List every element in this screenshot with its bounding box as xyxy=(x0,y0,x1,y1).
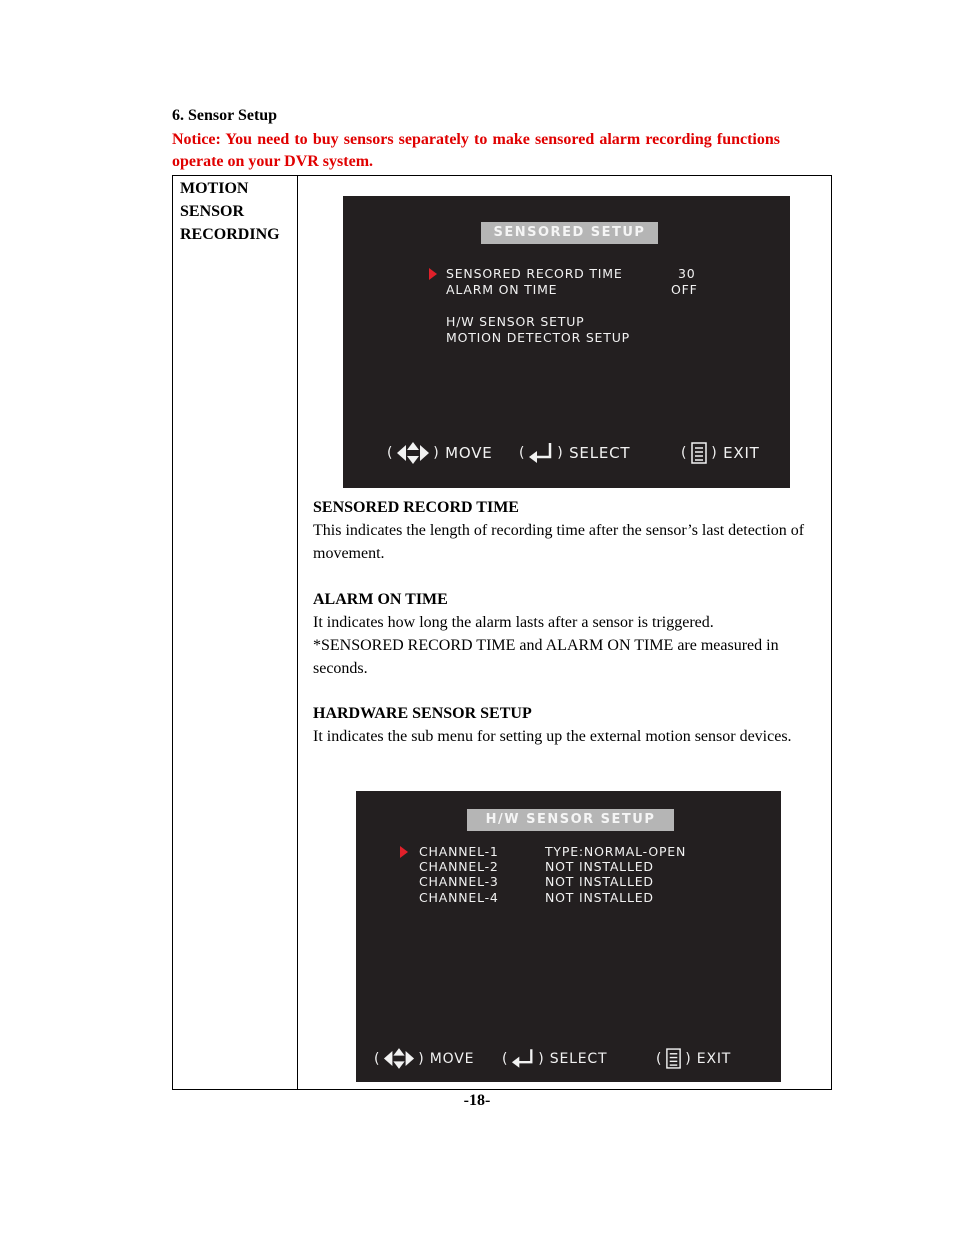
footer-move-label: MOVE xyxy=(429,1050,475,1067)
section-record-time xyxy=(313,496,813,565)
menu-key-icon xyxy=(665,1048,682,1069)
footer-exit: ( ) EXIT xyxy=(656,1048,731,1069)
direction-arrows-icon xyxy=(396,442,430,464)
menu-value-record-time: 30 xyxy=(678,266,696,281)
section-body: It indicates how long the alarm lasts after a sensor is triggered. xyxy=(313,614,714,631)
menu-item-record-time[interactable]: SENSORED RECORD TIME xyxy=(446,266,623,281)
sensored-setup-screen xyxy=(343,196,790,488)
menu-value-alarm-on-time: OFF xyxy=(671,282,698,297)
channel-1-value: TYPE:NORMAL-OPEN xyxy=(545,844,687,859)
cursor-arrow-icon xyxy=(429,268,437,280)
channel-1-label[interactable]: CHANNEL-1 xyxy=(419,844,499,859)
footer-move-label: MOVE xyxy=(445,444,493,462)
enter-key-icon xyxy=(528,442,554,464)
footer-move: ( ) MOVE xyxy=(387,444,493,462)
section-title: SENSORED RECORD TIME xyxy=(313,499,519,516)
section-body: It indicates the sub menu for setting up the external motion sensor devices. xyxy=(313,728,792,745)
footer-exit-label: EXIT xyxy=(696,1050,732,1067)
footer-exit: ( ) EXIT xyxy=(681,444,760,462)
channel-4-value: NOT INSTALLED xyxy=(545,890,654,905)
section-hardware-sensor-setup xyxy=(313,702,813,748)
row-label-line: SENSOR xyxy=(180,203,245,220)
menu-item-alarm-on-time[interactable]: ALARM ON TIME xyxy=(446,282,558,297)
cursor-arrow-icon xyxy=(400,846,408,858)
settings-table xyxy=(172,175,832,1090)
channel-3-value: NOT INSTALLED xyxy=(545,874,654,889)
channel-3-label[interactable]: CHANNEL-3 xyxy=(419,874,499,889)
channel-4-label[interactable]: CHANNEL-4 xyxy=(419,890,499,905)
menu-item-motion-detector-setup[interactable]: MOTION DETECTOR SETUP xyxy=(446,330,630,345)
footer-select-label: SELECT xyxy=(569,444,631,462)
notice-text: Notice: You need to buy sensors separately to make sensored alarm recording functions operate on your DVR system. xyxy=(172,131,780,170)
menu-item-hw-sensor-setup[interactable]: H/W SENSOR SETUP xyxy=(446,314,585,329)
footer-select-label: SELECT xyxy=(549,1050,608,1067)
footer-move: ( ) MOVE xyxy=(374,1048,474,1069)
hw-sensor-setup-screen xyxy=(356,791,781,1082)
direction-arrows-icon xyxy=(383,1048,415,1069)
footer-select: ( ) SELECT xyxy=(502,1048,607,1069)
channel-2-value: NOT INSTALLED xyxy=(545,859,654,874)
menu-key-icon xyxy=(690,442,708,464)
row-label xyxy=(180,177,280,246)
channel-2-label[interactable]: CHANNEL-2 xyxy=(419,859,499,874)
enter-key-icon xyxy=(511,1048,535,1069)
page-number: -18- xyxy=(463,1092,491,1109)
row-label-line: MOTION xyxy=(180,180,249,197)
footer-select: ( ) SELECT xyxy=(519,444,631,462)
footer-exit-label: EXIT xyxy=(723,444,760,462)
section-title: ALARM ON TIME xyxy=(313,591,448,608)
section-heading: 6. Sensor Setup xyxy=(172,107,278,124)
column-divider xyxy=(297,176,298,1089)
section-body: This indicates the length of recording time after the sensor’s last detection of movement. xyxy=(313,522,805,562)
row-label-line: RECORDING xyxy=(180,226,280,243)
section-alarm-on-time xyxy=(313,588,813,680)
section-title: HARDWARE SENSOR SETUP xyxy=(313,705,532,722)
section-note: *SENSORED RECORD TIME and ALARM ON TIME are measured in seconds. xyxy=(313,637,779,677)
screen-title: SENSORED SETUP xyxy=(481,222,658,244)
screen-title: H/W SENSOR SETUP xyxy=(467,809,674,831)
